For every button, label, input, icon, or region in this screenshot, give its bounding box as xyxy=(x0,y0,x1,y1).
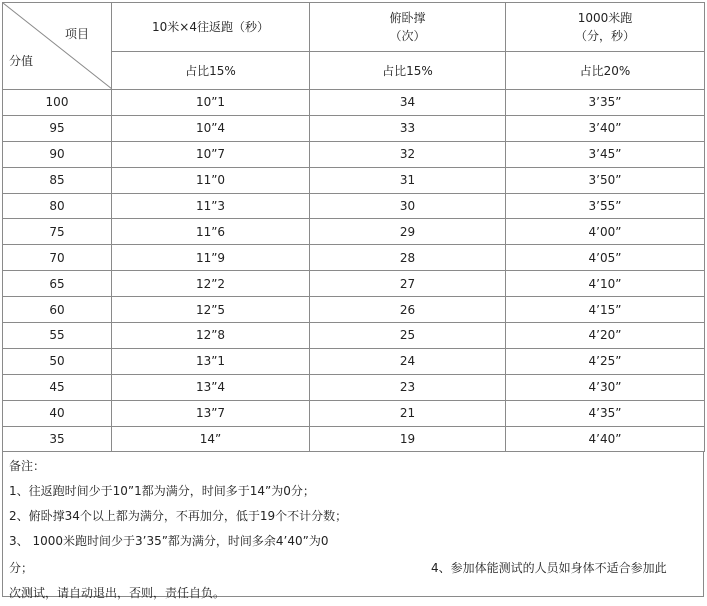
notes-section xyxy=(2,452,704,601)
pushups-cell: 30 xyxy=(310,193,506,219)
1000m-run-cell: 3’35” xyxy=(506,90,705,116)
header-share-pushups: 占比15% xyxy=(310,52,506,90)
header-pushups-unit: （次） xyxy=(389,29,426,43)
table-row xyxy=(3,374,705,400)
header-share-shuttle-run: 占比15% xyxy=(112,52,310,90)
corner-cell xyxy=(3,3,112,90)
1000m-run-cell: 4’20” xyxy=(506,323,705,349)
header-col-pushups xyxy=(310,3,506,52)
score-table-container xyxy=(2,2,704,601)
note-line-3b: 分； xyxy=(9,561,34,576)
note-line-1: 1、往返跑时间少于10”1都为满分，时间多于14”为0分； xyxy=(9,484,315,499)
shuttle-run-cell: 10”7 xyxy=(112,141,310,167)
table-row xyxy=(3,245,705,271)
notes-title: 备注： xyxy=(9,459,46,474)
pushups-cell: 25 xyxy=(310,323,506,349)
1000m-run-cell: 3’40” xyxy=(506,115,705,141)
pushups-cell: 29 xyxy=(310,219,506,245)
1000m-run-cell: 4’10” xyxy=(506,271,705,297)
score-cell: 55 xyxy=(3,323,112,349)
table-row xyxy=(3,348,705,374)
header-col-shuttle-run xyxy=(112,3,310,52)
pushups-cell: 23 xyxy=(310,374,506,400)
pushups-cell: 32 xyxy=(310,141,506,167)
shuttle-run-cell: 11”6 xyxy=(112,219,310,245)
shuttle-run-cell: 11”3 xyxy=(112,193,310,219)
pushups-cell: 33 xyxy=(310,115,506,141)
shuttle-run-cell: 13”7 xyxy=(112,400,310,426)
header-col-1000m-run xyxy=(506,3,705,52)
score-cell: 95 xyxy=(3,115,112,141)
1000m-run-cell: 4’30” xyxy=(506,374,705,400)
1000m-run-cell: 3’55” xyxy=(506,193,705,219)
shuttle-run-cell: 13”4 xyxy=(112,374,310,400)
shuttle-run-cell: 12”8 xyxy=(112,323,310,349)
1000m-run-cell: 4’25” xyxy=(506,348,705,374)
1000m-run-cell: 3’50” xyxy=(506,167,705,193)
table-row xyxy=(3,167,705,193)
table-row xyxy=(3,219,705,245)
table-row xyxy=(3,90,705,116)
score-cell: 75 xyxy=(3,219,112,245)
note-line-4b: 次测试，请自动退出，否则，责任自负。 xyxy=(9,586,226,601)
header-1000m-name: 1000米跑 xyxy=(577,11,633,25)
table-row xyxy=(3,297,705,323)
diagonal-divider xyxy=(3,3,112,89)
shuttle-run-cell: 12”5 xyxy=(112,297,310,323)
1000m-run-cell: 4’15” xyxy=(506,297,705,323)
shuttle-run-cell: 11”9 xyxy=(112,245,310,271)
score-cell: 80 xyxy=(3,193,112,219)
table-row xyxy=(3,141,705,167)
pushups-cell: 19 xyxy=(310,426,506,452)
note-line-4a: 4、参加体能测试的人员如身体不适合参加此 xyxy=(431,561,667,576)
shuttle-run-cell: 10”4 xyxy=(112,115,310,141)
note-line-2: 2、俯卧撑34个以上都为满分，不再加分，低于19个不计分数； xyxy=(9,509,348,524)
table-row xyxy=(3,271,705,297)
table-row xyxy=(3,400,705,426)
pushups-cell: 26 xyxy=(310,297,506,323)
shuttle-run-cell: 13”1 xyxy=(112,348,310,374)
corner-project-label: 项目 xyxy=(64,27,89,41)
shuttle-run-cell: 10”1 xyxy=(112,90,310,116)
shuttle-run-cell: 12”2 xyxy=(112,271,310,297)
score-cell: 90 xyxy=(3,141,112,167)
score-cell: 85 xyxy=(3,167,112,193)
score-cell: 50 xyxy=(3,348,112,374)
score-cell: 100 xyxy=(3,90,112,116)
pushups-cell: 27 xyxy=(310,271,506,297)
1000m-run-cell: 4’00” xyxy=(506,219,705,245)
header-shuttle-run-name: 10米×4往返跑（秒） xyxy=(152,20,269,34)
table-row xyxy=(3,323,705,349)
score-cell: 45 xyxy=(3,374,112,400)
header-row-1 xyxy=(3,3,705,52)
pushups-cell: 21 xyxy=(310,400,506,426)
score-cell: 35 xyxy=(3,426,112,452)
table-row xyxy=(3,115,705,141)
header-pushups-name: 俯卧撑 xyxy=(389,11,426,25)
header-1000m-unit: （分，秒） xyxy=(574,29,635,43)
score-cell: 60 xyxy=(3,297,112,323)
corner-score-label: 分值 xyxy=(9,54,34,68)
pushups-cell: 24 xyxy=(310,348,506,374)
1000m-run-cell: 3’45” xyxy=(506,141,705,167)
pushups-cell: 28 xyxy=(310,245,506,271)
shuttle-run-cell: 14” xyxy=(112,426,310,452)
score-cell: 65 xyxy=(3,271,112,297)
shuttle-run-cell: 11”0 xyxy=(112,167,310,193)
1000m-run-cell: 4’40” xyxy=(506,426,705,452)
1000m-run-cell: 4’05” xyxy=(506,245,705,271)
table-row xyxy=(3,193,705,219)
score-cell: 70 xyxy=(3,245,112,271)
pushups-cell: 31 xyxy=(310,167,506,193)
score-cell: 40 xyxy=(3,400,112,426)
note-line-3: 3、 1000米跑时间少于3’35”都为满分，时间多余4’40”为0 xyxy=(9,534,329,549)
table-row xyxy=(3,426,705,452)
score-table xyxy=(2,2,705,452)
pushups-cell: 34 xyxy=(310,90,506,116)
1000m-run-cell: 4’35” xyxy=(506,400,705,426)
header-share-1000m-run: 占比20% xyxy=(506,52,705,90)
